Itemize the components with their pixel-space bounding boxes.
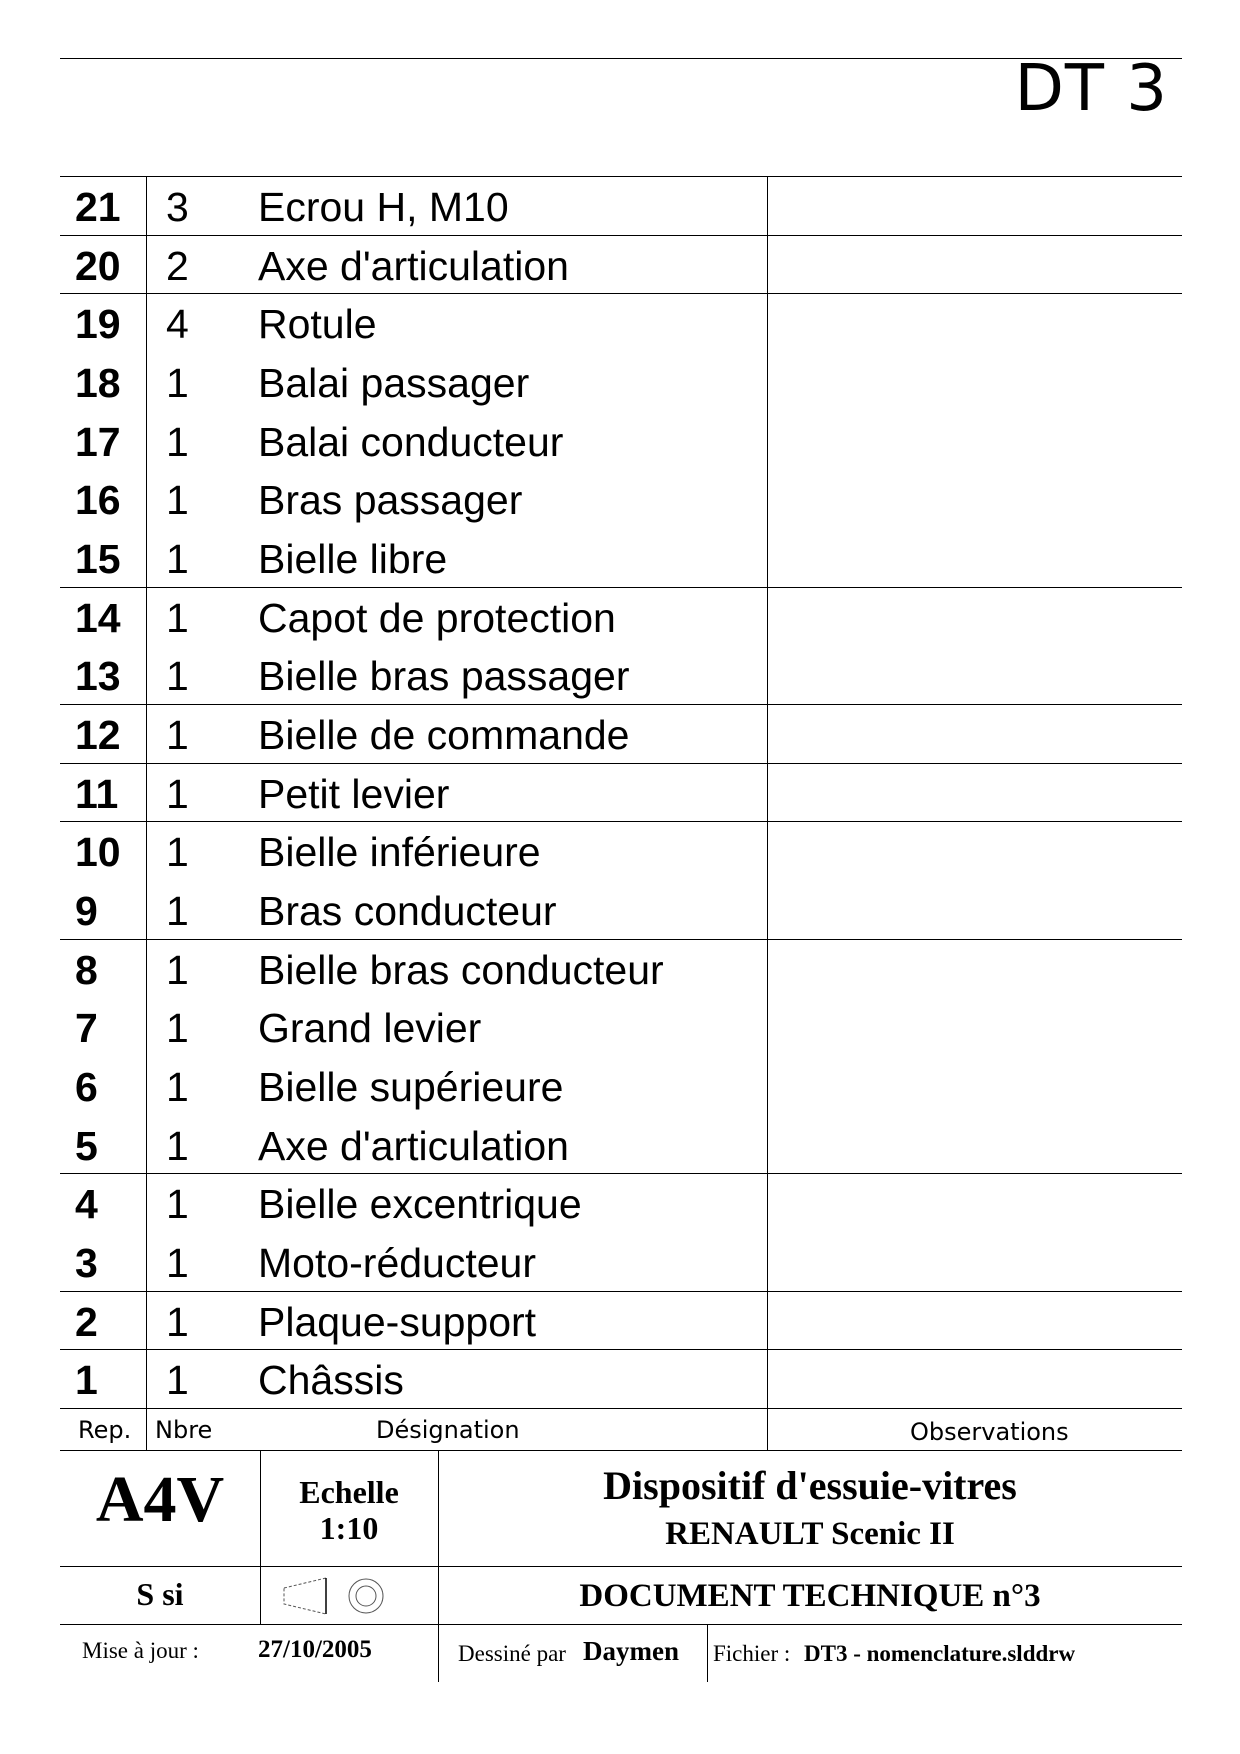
table-row [60,1056,1182,1115]
title-block-rule-1 [60,1566,1182,1567]
table-row [60,704,1182,763]
update-label: Mise à jour : [82,1638,199,1663]
part-rep: 11 [75,770,119,817]
part-quantity: 1 [166,1122,189,1169]
part-rep: 20 [75,242,121,289]
part-designation: Axe d'articulation [258,242,569,289]
table-row [60,645,1182,704]
header-designation: Désignation [376,1416,520,1444]
drawn-by-label: Dessiné par [458,1641,566,1666]
part-quantity: 1 [166,829,189,876]
file-name: DT3 - nomenclature.slddrw [804,1641,1076,1666]
part-designation: Axe d'articulation [258,1122,569,1169]
part-quantity: 1 [166,418,189,465]
table-row [60,821,1182,880]
part-rep: 14 [75,594,121,641]
drawing-title: Dispositif d'essuie-vitres [603,1463,1017,1508]
part-designation: Ecrou H, M10 [258,184,509,230]
part-quantity: 2 [166,242,189,289]
table-row [60,1232,1182,1291]
part-rep: 2 [75,1298,98,1345]
table-row [60,176,1182,235]
part-quantity: 1 [166,360,189,406]
part-rep: 7 [75,1005,98,1052]
part-rep: 9 [75,888,98,935]
part-designation: Bielle de commande [258,712,630,759]
format-label: A4V [95,1463,225,1536]
part-rep: 16 [75,477,121,524]
part-designation: Bielle supérieure [258,1064,564,1111]
table-row [60,528,1182,587]
table-row [60,587,1182,646]
drawn-by-name: Daymen [583,1636,679,1666]
title-block-rule-2 [60,1624,1182,1625]
scale-label: Echelle [299,1474,399,1510]
part-rep: 8 [75,946,98,993]
header-bottom-rule [60,1450,1182,1451]
document-id: DT 3 [1014,52,1168,126]
part-designation: Plaque-support [258,1298,537,1345]
section-label: S si [136,1576,184,1612]
part-rep: 10 [75,829,121,876]
scale-value: 1:10 [319,1510,379,1546]
table-row [60,411,1182,470]
table-row [60,939,1182,998]
part-designation: Balai conducteur [258,418,564,465]
part-rep: 19 [75,301,121,348]
part-quantity: 1 [166,1357,189,1404]
part-designation: Bielle bras conducteur [258,946,664,993]
part-quantity: 1 [166,1298,189,1345]
title-block-divider-4 [707,1624,708,1682]
part-rep: 15 [75,536,121,583]
header-rep: Rep. [78,1416,132,1444]
part-designation: Bielle inférieure [258,829,541,876]
part-quantity: 1 [166,653,189,700]
first-angle-projection-icon [280,1574,392,1618]
table-row [60,763,1182,822]
part-quantity: 1 [166,770,189,817]
part-designation: Bielle excentrique [258,1181,582,1228]
part-quantity: 1 [166,888,189,935]
part-designation: Grand levier [258,1005,482,1052]
part-quantity: 1 [166,1005,189,1052]
part-quantity: 1 [166,1181,189,1228]
part-rep: 12 [75,712,121,759]
table-row [60,1173,1182,1232]
part-designation: Moto-réducteur [258,1240,537,1287]
part-quantity: 1 [166,594,189,641]
part-rep: 13 [75,653,121,700]
table-row [60,352,1182,411]
observations-column-divider [767,176,768,1450]
part-rep: 17 [75,418,121,465]
part-designation: Châssis [258,1357,404,1404]
part-rep: 4 [75,1181,98,1228]
part-quantity: 1 [166,712,189,759]
table-row [60,469,1182,528]
update-date: 27/10/2005 [258,1636,372,1663]
part-quantity: 3 [166,184,189,230]
part-designation: Bras passager [258,477,523,524]
part-quantity: 1 [166,946,189,993]
part-quantity: 1 [166,1240,189,1287]
part-quantity: 1 [166,536,189,583]
file-label: Fichier : [713,1641,791,1666]
part-rep: 18 [75,360,121,406]
table-row [60,1115,1182,1174]
part-quantity: 1 [166,1064,189,1111]
part-designation: Bielle libre [258,536,448,583]
table-row [60,235,1182,294]
part-designation: Petit levier [258,770,450,817]
document-technique-title: DOCUMENT TECHNIQUE n°3 [579,1578,1041,1614]
header-observations: Observations [910,1418,1069,1446]
table-row [60,997,1182,1056]
part-rep: 21 [75,184,121,230]
part-designation: Bielle bras passager [258,653,630,700]
part-designation: Balai passager [258,360,530,406]
part-rep: 3 [75,1240,98,1287]
part-designation: Rotule [258,301,377,348]
part-quantity: 1 [166,477,189,524]
table-row [60,293,1182,352]
part-designation: Bras conducteur [258,888,557,935]
part-rep: 1 [75,1357,98,1404]
header-nbre: Nbre [155,1416,213,1444]
table-row [60,880,1182,939]
part-quantity: 4 [166,301,189,348]
part-rep: 6 [75,1064,98,1111]
row-group-rule [60,1408,1182,1409]
drawing-subtitle: RENAULT Scenic II [665,1516,955,1552]
title-block-divider-2 [260,1566,261,1624]
table-row [60,1291,1182,1350]
table-row [60,1349,1182,1408]
rep-column-divider [146,176,147,1450]
part-designation: Capot de protection [258,594,616,641]
part-rep: 5 [75,1122,98,1169]
